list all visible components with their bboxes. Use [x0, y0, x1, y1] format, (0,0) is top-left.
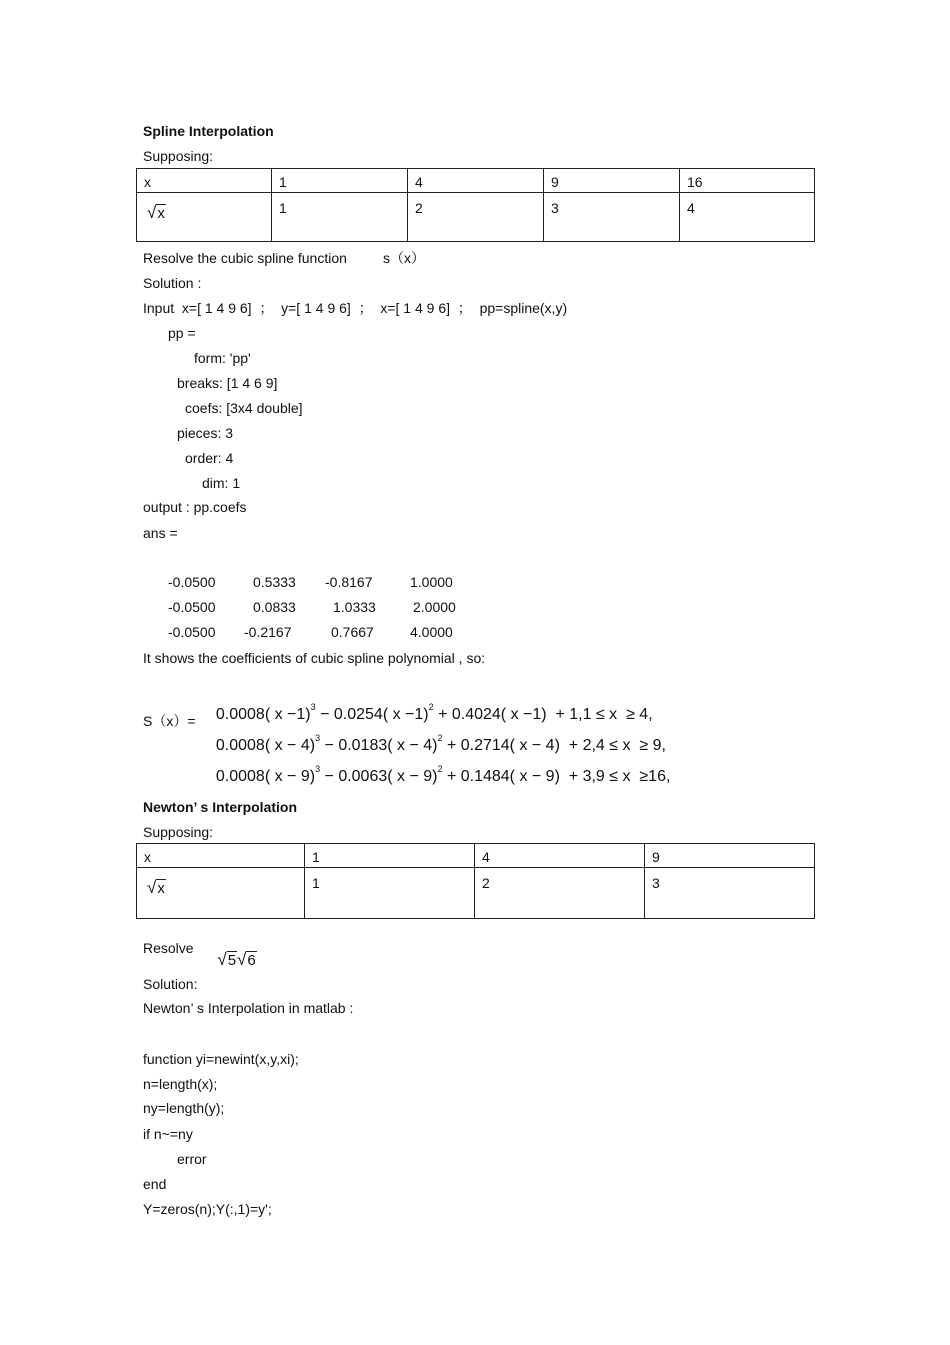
pp-line: pieces: 3 [177, 425, 234, 441]
table-cell: 3 [544, 193, 680, 242]
coef-value: -0.0500 [168, 574, 216, 590]
pp-line: form: 'pp' [194, 350, 251, 366]
table-cell: x [137, 844, 305, 868]
s-of-x-label: S（x）= [143, 713, 196, 729]
code-line: if n~=ny [143, 1126, 193, 1142]
newton-matlab-intro: Newton’ s Interpolation in matlab : [143, 1000, 354, 1016]
pp-line: order: 4 [185, 450, 234, 466]
code-line: ny=length(y); [143, 1100, 225, 1116]
table-cell: 1 [272, 193, 408, 242]
spline-equation: 0.0008( x −1)$^3$ − 0.0254( x −1)$^2$ + 0.4024( x −1) + 1,1 ≤ x ≥ 4, [215, 702, 653, 723]
spline-resolve-function: s（x） [383, 250, 425, 266]
table-cell: 2 [475, 868, 645, 919]
sqrt-symbol: √5 [217, 950, 237, 969]
table-cell: 9 [645, 844, 815, 868]
code-line: n=length(x); [143, 1076, 218, 1092]
spline-output: output : pp.coefs [143, 499, 247, 515]
table-cell: 2 [408, 193, 544, 242]
coef-value: -0.8167 [325, 574, 373, 590]
sqrt-symbol: √x [147, 878, 165, 897]
table-cell: x [137, 169, 272, 193]
coef-value: 0.5333 [253, 574, 296, 590]
newton-data-table [136, 843, 815, 919]
coef-value: -0.2167 [244, 624, 292, 640]
table-cell: 1 [272, 169, 408, 193]
pp-line: pp = [168, 325, 196, 341]
sqrt-symbol: √6 [237, 950, 256, 969]
spline-input-command: Input x=[ 1 4 9 6] ； y=[ 1 4 9 6] ； x=[ 1 4 9 6] ； pp=spline(x,y) [143, 300, 568, 316]
spline-shows-text: It shows the coefficients of cubic spline polynomial , so: [143, 650, 486, 666]
spline-data-table [136, 168, 815, 242]
newton-solution: Solution: [143, 976, 198, 992]
coef-value: 2.0000 [413, 599, 456, 615]
spline-equation: 0.0008( x − 4)$^3$ − 0.0183( x − 4)$^2$ + 0.2714( x − 4) + 2,4 ≤ x ≥ 9, [215, 733, 666, 754]
table-cell: 4 [680, 193, 815, 242]
coef-value: 0.0833 [253, 599, 296, 615]
sqrt-symbol: √x [147, 203, 165, 222]
coef-value: -0.0500 [168, 624, 216, 640]
coef-value: 0.7667 [331, 624, 374, 640]
table-cell: 4 [408, 169, 544, 193]
pp-line: dim: 1 [202, 475, 241, 491]
coef-value: 1.0333 [333, 599, 376, 615]
spline-supposing: Supposing: [143, 148, 214, 164]
table-cell: 16 [680, 169, 815, 193]
newton-resolve: Resolve [143, 940, 194, 956]
pp-line: coefs: [3x4 double] [185, 400, 303, 416]
newton-resolve-roots [209, 936, 257, 969]
table-cell: 1 [305, 844, 475, 868]
spline-solution: Solution : [143, 275, 202, 291]
code-line: function yi=newint(x,y,xi); [143, 1051, 299, 1067]
spline-resolve: Resolve the cubic spline function [143, 250, 347, 266]
pp-line: breaks: [1 4 6 9] [177, 375, 278, 391]
table-cell [137, 868, 305, 919]
table-cell: 4 [475, 844, 645, 868]
code-line: Y=zeros(n);Y(:,1)=y'; [143, 1201, 272, 1217]
coef-value: -0.0500 [168, 599, 216, 615]
spline-ans: ans = [143, 525, 178, 541]
table-cell: 1 [305, 868, 475, 919]
newton-supposing: Supposing: [143, 824, 214, 840]
coef-value: 1.0000 [410, 574, 453, 590]
spline-equation: 0.0008( x − 9)$^3$ − 0.0063( x − 9)$^2$ + 0.1484( x − 9) + 3,9 ≤ x ≥16, [215, 764, 671, 785]
code-line: error [177, 1151, 207, 1167]
newton-heading: Newton’ s Interpolation [143, 799, 298, 815]
table-cell: 9 [544, 169, 680, 193]
coef-value: 4.0000 [410, 624, 453, 640]
spline-heading: Spline Interpolation [143, 123, 274, 139]
table-cell [137, 193, 272, 242]
code-line: end [143, 1176, 167, 1192]
table-cell: 3 [645, 868, 815, 919]
